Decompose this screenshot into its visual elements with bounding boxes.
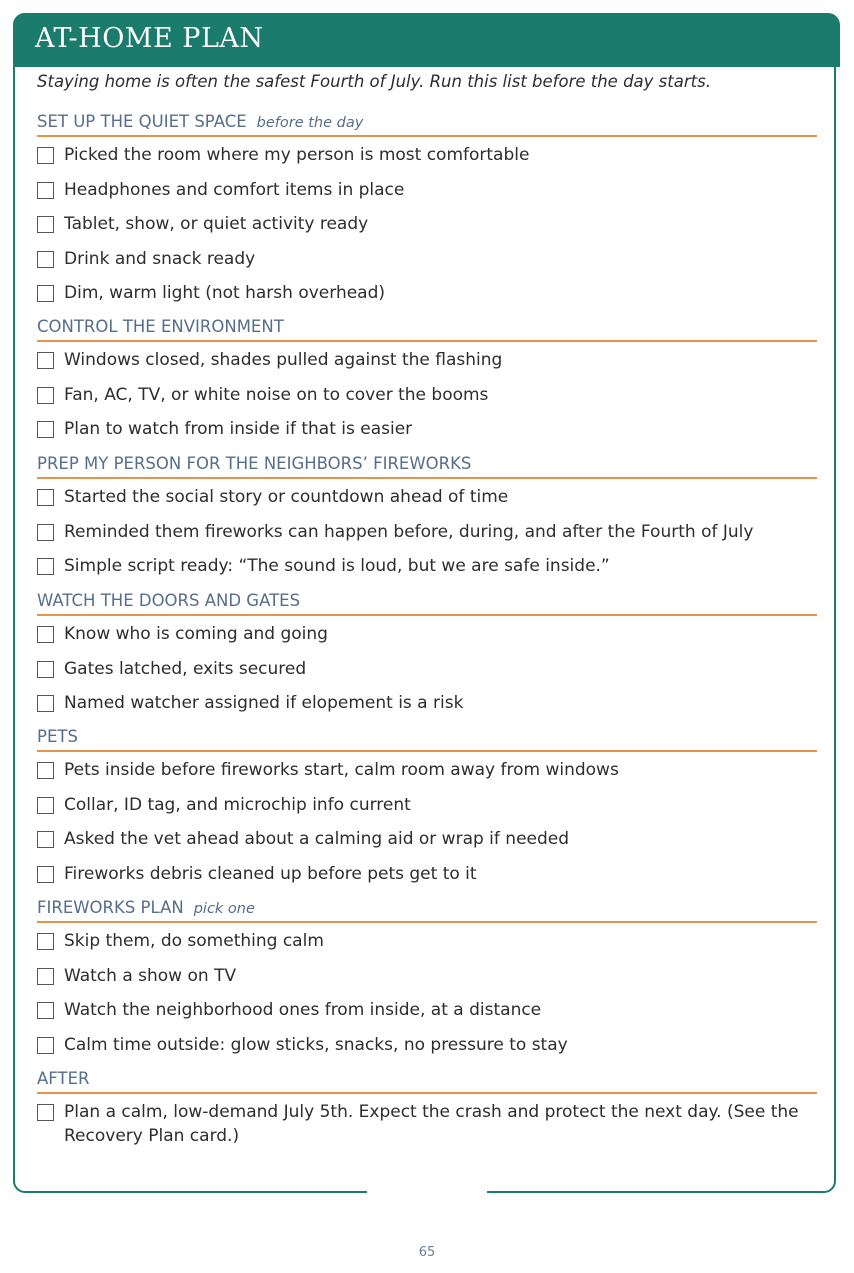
checklist-item-label: Collar, ID tag, and microchip info current: [64, 794, 411, 815]
checkbox[interactable]: [37, 216, 54, 233]
checkbox[interactable]: [37, 489, 54, 506]
checkbox[interactable]: [37, 866, 54, 883]
checkbox[interactable]: [37, 933, 54, 950]
checklist-item-label: Know who is coming and going: [64, 624, 328, 644]
checklist-item[interactable]: [37, 657, 817, 681]
checklist-item-label: Asked the vet ahead about a calming aid or wrap if needed: [64, 829, 570, 849]
section-heading: [37, 590, 817, 616]
section-heading: [37, 897, 817, 923]
checklist-item-label: Fireworks debris cleaned up before pets get to it: [64, 863, 477, 884]
checklist-item[interactable]: [37, 964, 817, 988]
checklist-item[interactable]: [37, 383, 817, 407]
section-heading: [37, 316, 817, 342]
checkbox[interactable]: [37, 182, 54, 199]
section-heading: [37, 1068, 817, 1094]
checklist-item-label: Headphones and comfort items in place: [64, 179, 405, 200]
checklist-item-label: Drink and snack ready: [64, 248, 256, 269]
checkbox[interactable]: [37, 1104, 54, 1121]
checkbox[interactable]: [37, 352, 54, 369]
card-title: AT-HOME PLAN: [35, 23, 264, 54]
checkbox[interactable]: [37, 695, 54, 712]
checkbox[interactable]: [37, 968, 54, 985]
section-heading: [37, 111, 817, 137]
checkbox[interactable]: [37, 421, 54, 438]
checklist-item[interactable]: [37, 758, 817, 782]
checklist-item[interactable]: [37, 998, 817, 1022]
checklist-item-label: Watch the neighborhood ones from inside, at a distance: [64, 1000, 542, 1020]
checklist-item-label: Calm time outside: glow sticks, snacks, no pressure to stay: [64, 1034, 568, 1055]
checklist-item-label: Fan, AC, TV, or white noise on to cover the booms: [64, 384, 489, 405]
page-number: 65: [418, 1245, 436, 1260]
checklist-item-label: Windows closed, shades pulled against the flashing: [64, 350, 503, 370]
checkbox[interactable]: [37, 661, 54, 678]
checklist-item[interactable]: [37, 793, 817, 817]
checkbox[interactable]: [37, 147, 54, 164]
checklist-item-label: Dim, warm light (not harsh overhead): [64, 283, 386, 303]
section-heading-text: FIREWORKS PLAN: [37, 898, 184, 917]
checklist-item-label: Reminded them fireworks can happen before, during, and after the Fourth of July: [64, 521, 754, 542]
checkbox[interactable]: [37, 1002, 54, 1019]
checklist-item[interactable]: [37, 212, 817, 236]
checklist-item[interactable]: [37, 520, 817, 544]
checklist-item[interactable]: [37, 691, 817, 715]
section-heading-text: PETS: [37, 727, 78, 746]
checkbox[interactable]: [37, 762, 54, 779]
section-note: before the day: [256, 115, 364, 131]
card-header: [13, 13, 840, 67]
checklist-item-label: Pets inside before fireworks start, calm room away from windows: [64, 760, 619, 780]
checklist-item-label: Started the social story or countdown ahead of time: [64, 487, 509, 507]
checklist-item-label: Named watcher assigned if elopement is a risk: [64, 693, 464, 713]
checklist-item[interactable]: [37, 1033, 817, 1057]
checklist-item[interactable]: [37, 827, 817, 851]
checklist-item[interactable]: [37, 247, 817, 271]
checkbox[interactable]: [37, 797, 54, 814]
checklist-item[interactable]: [37, 348, 817, 372]
checkbox[interactable]: [37, 251, 54, 268]
checkbox[interactable]: [37, 285, 54, 302]
checklist-item[interactable]: [37, 178, 817, 202]
checklist-item-label: Plan a calm, low-demand July 5th. Expect the crash and protect the next day. (See the Recovery Plan card.): [64, 1102, 799, 1146]
checklist-item-label: Plan to watch from inside if that is easier: [64, 419, 413, 439]
checklist-item-label: Gates latched, exits secured: [64, 658, 307, 679]
checkbox[interactable]: [37, 387, 54, 404]
section-heading-text: WATCH THE DOORS AND GATES: [37, 591, 301, 610]
checklist-item-label: Simple script ready: “The sound is loud, but we are safe inside.”: [64, 556, 610, 576]
checklist-item[interactable]: [37, 417, 817, 441]
checkbox[interactable]: [37, 558, 54, 575]
checklist-item[interactable]: [37, 1100, 817, 1148]
checklist-item[interactable]: [37, 143, 817, 167]
checkbox[interactable]: [37, 626, 54, 643]
section-heading: [37, 453, 817, 479]
border-gap: [367, 1187, 487, 1195]
section-heading-text: CONTROL THE ENVIRONMENT: [37, 317, 284, 336]
checklist-item[interactable]: [37, 929, 817, 953]
checklist-item[interactable]: [37, 485, 817, 509]
section-heading-text: SET UP THE QUIET SPACE: [37, 112, 247, 131]
section-heading-text: PREP MY PERSON FOR THE NEIGHBORS’ FIREWORKS: [37, 454, 472, 473]
checklist-item[interactable]: [37, 862, 817, 886]
checklist-item-label: Tablet, show, or quiet activity ready: [64, 214, 369, 234]
checklist-item-label: Watch a show on TV: [64, 965, 237, 986]
checklist-item-label: Picked the room where my person is most comfortable: [64, 145, 530, 165]
section-heading: [37, 726, 817, 752]
checklist-item[interactable]: [37, 622, 817, 646]
checklist-item[interactable]: [37, 554, 817, 578]
intro-text: Staying home is often the safest Fourth of July. Run this list before the day starts.: [37, 72, 711, 91]
section-note: pick one: [193, 901, 255, 917]
checkbox[interactable]: [37, 1037, 54, 1054]
checklist-item[interactable]: [37, 281, 817, 305]
checkbox[interactable]: [37, 524, 54, 541]
section-heading-text: AFTER: [37, 1069, 90, 1088]
checkbox[interactable]: [37, 831, 54, 848]
checklist-item-label: Skip them, do something calm: [64, 931, 324, 951]
